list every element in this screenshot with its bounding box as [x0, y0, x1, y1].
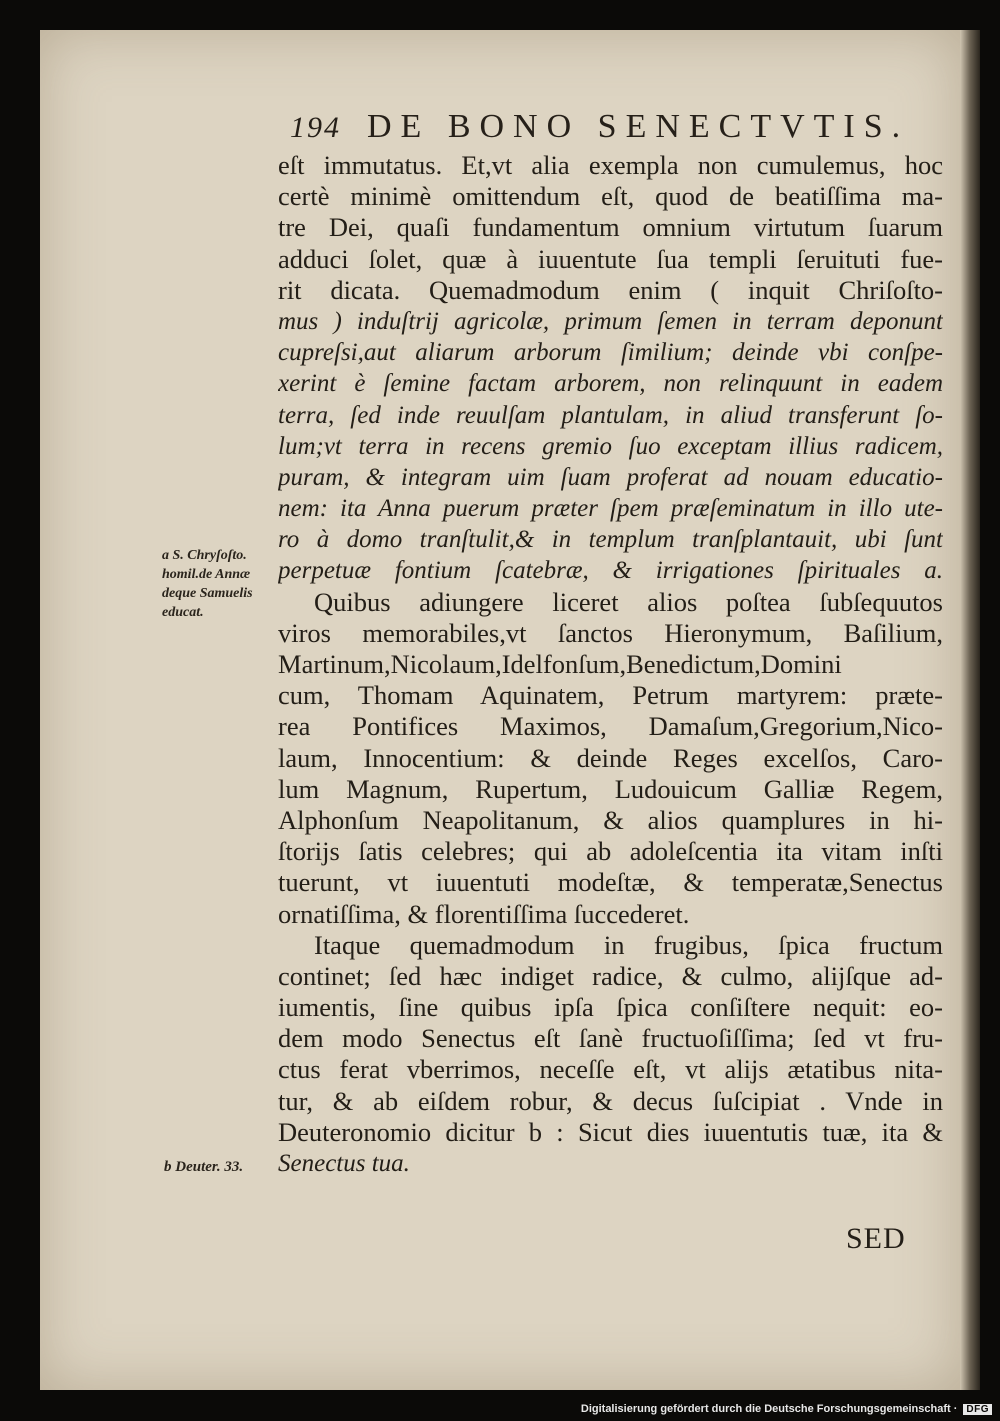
running-title: DE BONO SENECTVTIS. [367, 108, 910, 145]
text-line: Senectus tua. [278, 1150, 410, 1177]
text-line: Martinum,Nicolaum,Idelfonſum,Benedictum,Domini [278, 649, 842, 679]
text-line: tur, & ab eiſdem robur, & decus ſuſcipiat . Vnde in [278, 1085, 943, 1116]
page-number: 194 [290, 111, 341, 144]
text-line: perpetuæ fontium ſcatebræ, & irrigationes ſpirituales a. [278, 557, 943, 585]
text-line: Itaque quemadmodum in frugibus, ſpica fructum [314, 929, 943, 960]
text-line: ſtorijs ſatis celebres; qui ab adoleſcentia ita vitam inſti [278, 836, 943, 867]
text-line: dem modo Senectus eſt ſanè fructuoſiſſima; ſed vt fru- [278, 1023, 943, 1054]
text-line: iumentis, ſine quibus ipſa ſpica conſiſtere nequit: eo- [278, 992, 943, 1023]
text-line: adduci ſolet, quæ à iuuentute ſua templi ſeruituti fue- [278, 243, 943, 274]
text-line: cum, Thomam Aquinatem, Petrum martyrem: præte- [278, 680, 943, 711]
margin-note-b: b Deuter. 33. [164, 1159, 244, 1175]
text-line: mus ) induſtrij agricolæ, primum ſemen in terram deponunt [278, 307, 943, 335]
text-line: terra, ſed inde reuulſam plantulam, in aliud transferunt ſo- [278, 401, 943, 429]
text-line: tre Dei, quaſi fundamentum omnium virtutum ſuarum [278, 212, 943, 243]
text-line: cupreſsi,aut aliarum arborum ſimilium; deinde vbi conſpe- [278, 339, 943, 367]
margin-note-a: a S. Chryſoſto. homil.de Annæ deque Samuelis educat. [162, 548, 253, 620]
catchword: SED [846, 1222, 906, 1255]
text-line: rea Pontifices Maximos, Damaſum,Gregorium,Nico- [278, 711, 943, 742]
text-line: continet; ſed hæc indiget radice, & culmo, alijſque ad- [278, 960, 943, 991]
text-line: eſt immutatus. Et,vt alia exempla non cumulemus, hoc [278, 150, 943, 180]
text-line: viros memorabiles,vt ſanctos Hieronymum, Baſilium, [278, 617, 943, 648]
footer [581, 1401, 992, 1417]
text-line: xerint è ſemine factam arborem, non relinquunt in eadem [278, 370, 943, 398]
text-line: lum Magnum, Rupertum, Ludouicum Galliæ Regem, [278, 773, 943, 804]
text-line: Deuteronomio dicitur b : Sicut dies iuuentutis tuæ, ita & [278, 1116, 943, 1147]
text-line: Alphonſum Neapolitanum, & alios quamplures in hi- [278, 804, 943, 835]
text-line: certè minimè omittendum eſt, quod de beatiſſima ma- [278, 181, 943, 212]
text-line: laum, Innocentium: & deinde Reges excelſos, Caro- [278, 742, 943, 773]
running-head [290, 108, 920, 152]
text-line: nem: ita Anna puerum præter ſpem præſeminatum in illo ute- [278, 495, 943, 523]
text-line: ro à domo tranſtulit,& in templum tranſplantauit, ubi ſunt [278, 526, 943, 554]
text-line: rit dicata. Quemadmodum enim ( inquit Chriſoſto- [278, 274, 943, 305]
text-line: lum;vt terra in recens gremio ſuo exceptam illius radicem, [278, 432, 943, 460]
page-edge-shadow [960, 30, 980, 1390]
footer-credit: Digitalisierung gefördert durch die Deutsche Forschungsgemeinschaft · [580, 1403, 958, 1415]
text-line: puram, & integram uim ſuam proferat ad nouam educatio- [278, 463, 943, 491]
text-line: ctus ferat vberrimos, neceſſe eſt, vt alijs ætatibus nita- [278, 1054, 943, 1085]
text-line: tuerunt, vt iuuentuti modeſtæ, & temperatæ,Senectus [278, 867, 943, 898]
dfg-logo: DFG [963, 1404, 992, 1415]
text-line: ornatiſſima, & florentiſſima ſuccederet. [278, 898, 690, 929]
text-line: Quibus adiungere liceret alios poſtea ſubſequutos [314, 586, 943, 617]
body-text [278, 150, 943, 1179]
